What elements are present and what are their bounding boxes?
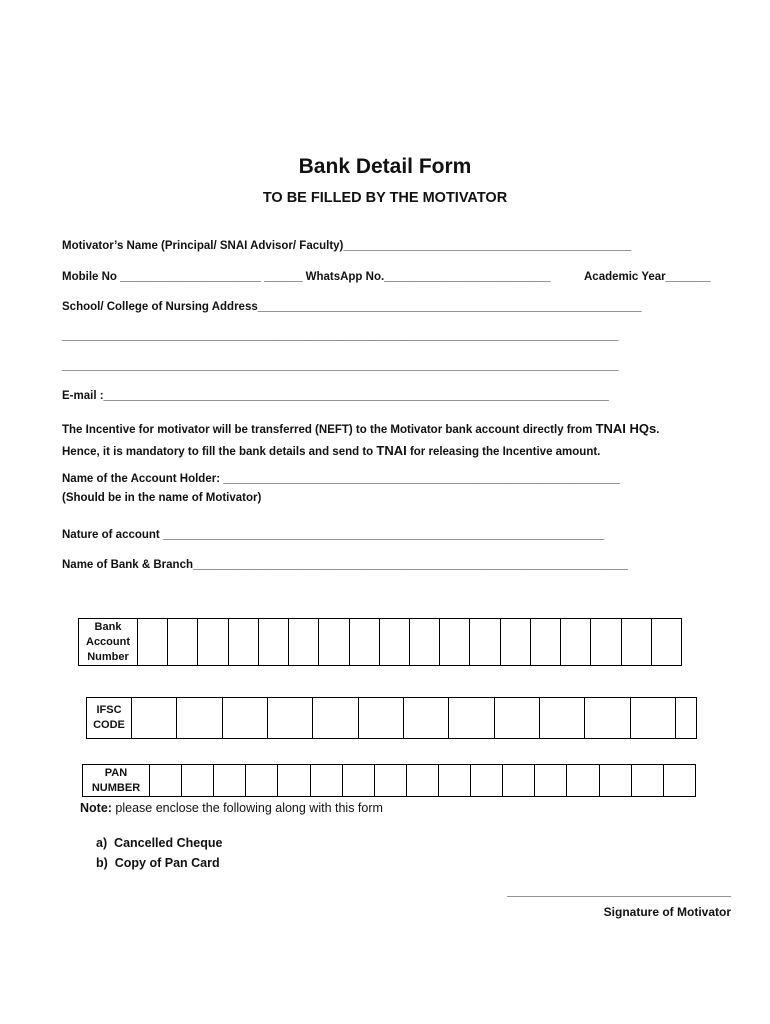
bank-account-digit-box[interactable]	[198, 619, 228, 666]
motivator-name-field[interactable]: Motivator’s Name (Principal/ SNAI Advisor/ Faculty)_____________________________________________	[62, 240, 632, 252]
bank-account-digit-box[interactable]	[138, 619, 168, 666]
notice-line-1-text: The Incentive for motivator will be transferred (NEFT) to the Motivator bank account directly from	[62, 424, 596, 436]
ifsc-char-box[interactable]	[403, 698, 448, 739]
ifsc-char-box[interactable]	[313, 698, 358, 739]
ifsc-char-box[interactable]	[267, 698, 312, 739]
bank-account-label	[79, 619, 138, 666]
bank-account-digit-box[interactable]	[168, 619, 198, 666]
notice-line-2-text: Hence, it is mandatory to fill the bank details and send to	[62, 446, 377, 458]
bank-account-digit-box[interactable]	[621, 619, 651, 666]
pan-char-box[interactable]	[663, 765, 695, 797]
notice-line-2-em: TNAI	[376, 443, 407, 458]
bank-account-label-3: Number	[87, 650, 129, 663]
pan-char-box[interactable]	[150, 765, 182, 797]
bank-account-digit-box[interactable]	[379, 619, 409, 666]
pan-char-box[interactable]	[535, 765, 567, 797]
notice-line-1-em: TNAI HQs	[595, 421, 657, 436]
account-holder-note: (Should be in the name of Motivator)	[62, 492, 262, 504]
bank-account-digit-box[interactable]	[289, 619, 319, 666]
pan-label-1: PAN	[104, 766, 128, 779]
pan-char-box[interactable]	[631, 765, 663, 797]
bank-account-digit-box[interactable]	[591, 619, 621, 666]
note	[80, 801, 383, 815]
address-line-3[interactable]: _______________________________________________________________________________________	[62, 360, 619, 372]
notice-line-1	[62, 421, 659, 436]
pan-char-box[interactable]	[471, 765, 503, 797]
signature-label: Signature of Motivator	[603, 905, 731, 919]
bank-account-digit-box[interactable]	[500, 619, 530, 666]
notice-line-2	[62, 443, 600, 458]
bank-account-grid	[78, 618, 682, 666]
bank-account-digit-box[interactable]	[319, 619, 349, 666]
signature-line[interactable]: ___________________________________	[507, 886, 731, 898]
account-holder-field[interactable]: Name of the Account Holder: ______________________________________________________________	[62, 473, 620, 485]
ifsc-char-box[interactable]	[132, 698, 177, 739]
pan-grid	[82, 764, 696, 797]
bank-account-label-2: Account	[86, 635, 130, 648]
bank-account-digit-box[interactable]	[651, 619, 681, 666]
ifsc-char-box[interactable]	[494, 698, 539, 739]
ifsc-label-1: IFSC	[96, 704, 122, 716]
bank-account-digit-box[interactable]	[530, 619, 560, 666]
note-label: Note:	[80, 801, 112, 815]
bank-account-digit-box[interactable]	[349, 619, 379, 666]
ifsc-char-box[interactable]	[539, 698, 584, 739]
nature-of-account-field[interactable]: Nature of account _____________________________________________________________________	[62, 529, 605, 541]
address-field[interactable]: School/ College of Nursing Address____________________________________________________________	[62, 301, 642, 313]
email-field[interactable]: E-mail :_______________________________________________________________________________	[62, 390, 609, 402]
notice-line-1-end: .	[656, 424, 660, 436]
pan-char-box[interactable]	[182, 765, 214, 797]
bank-account-digit-box[interactable]	[258, 619, 288, 666]
pan-char-box[interactable]	[214, 765, 246, 797]
ifsc-char-box[interactable]	[222, 698, 267, 739]
pan-char-box[interactable]	[246, 765, 278, 797]
pan-char-box[interactable]	[503, 765, 535, 797]
note-text: please enclose the following along with this form	[111, 801, 383, 815]
bank-branch-field[interactable]: Name of Bank & Branch____________________________________________________________________	[62, 559, 628, 571]
ifsc-label	[87, 698, 132, 739]
bank-account-digit-box[interactable]	[470, 619, 500, 666]
pan-char-box[interactable]	[374, 765, 406, 797]
notice-line-2-end: for releasing the Incentive amount.	[406, 446, 601, 458]
pan-label-2: NUMBER	[91, 781, 141, 794]
bank-account-label-1: Bank	[94, 620, 122, 633]
ifsc-char-box[interactable]	[676, 698, 697, 739]
pan-char-box[interactable]	[278, 765, 310, 797]
ifsc-char-box[interactable]	[358, 698, 403, 739]
bank-account-digit-box[interactable]	[440, 619, 470, 666]
bank-account-digit-box[interactable]	[409, 619, 439, 666]
bank-account-digit-box[interactable]	[561, 619, 591, 666]
mobile-whatsapp-field[interactable]: Mobile No ______________________ ______ WhatsApp No.__________________________	[62, 271, 551, 283]
form-title: Bank Detail Form	[298, 155, 472, 178]
bank-account-digit-box[interactable]	[228, 619, 258, 666]
ifsc-char-box[interactable]	[630, 698, 675, 739]
ifsc-grid	[86, 697, 697, 739]
pan-label	[83, 765, 150, 797]
address-line-2[interactable]: _______________________________________________________________________________________	[62, 330, 619, 342]
pan-char-box[interactable]	[406, 765, 438, 797]
ifsc-char-box[interactable]	[449, 698, 494, 739]
pan-char-box[interactable]	[310, 765, 342, 797]
list-item: b) Copy of Pan Card	[96, 856, 220, 870]
pan-char-box[interactable]	[567, 765, 599, 797]
form-subtitle: TO BE FILLED BY THE MOTIVATOR	[262, 190, 508, 206]
list-item: a) Cancelled Cheque	[96, 836, 223, 850]
ifsc-char-box[interactable]	[585, 698, 630, 739]
ifsc-label-2: CODE	[93, 719, 125, 731]
pan-char-box[interactable]	[599, 765, 631, 797]
pan-char-box[interactable]	[342, 765, 374, 797]
ifsc-char-box[interactable]	[177, 698, 222, 739]
enclosure-list	[96, 833, 222, 873]
academic-year-field[interactable]: Academic Year_______	[584, 271, 711, 283]
pan-char-box[interactable]	[438, 765, 470, 797]
